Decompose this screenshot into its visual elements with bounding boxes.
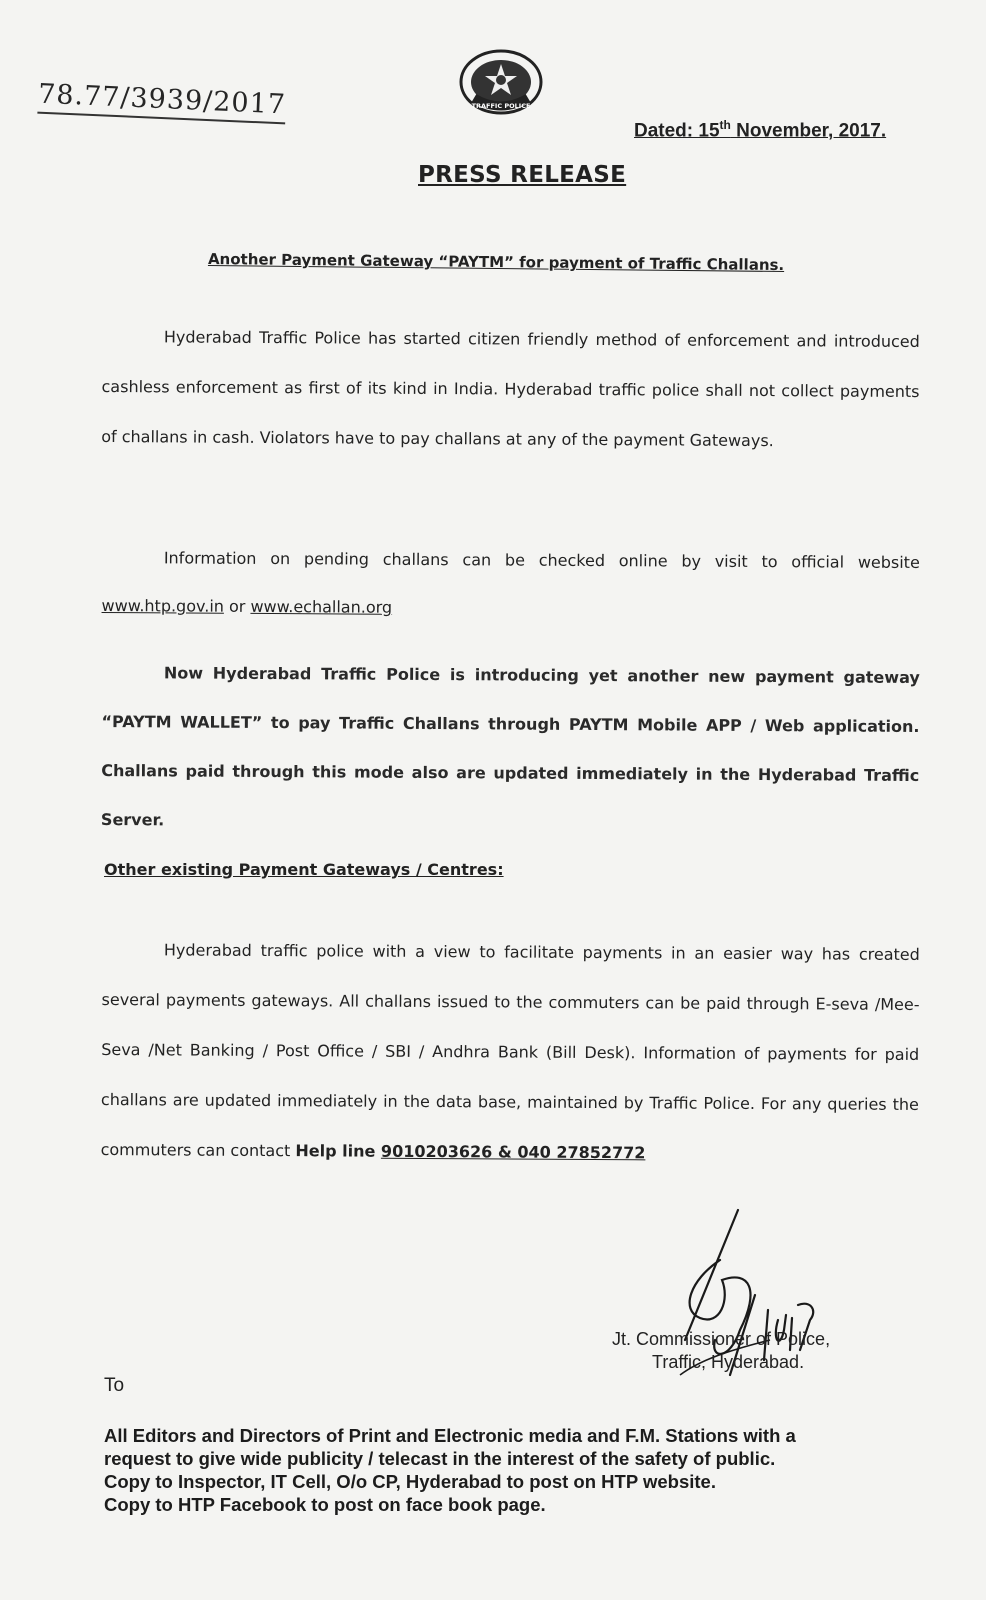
reference-number: 78.77/3939/2017 <box>37 79 286 125</box>
htp-website-link[interactable]: www.htp.gov.in <box>101 595 224 616</box>
date-line <box>634 118 886 142</box>
section-heading-gateways: Other existing Payment Gateways / Centres: <box>104 860 504 879</box>
distribution-list <box>104 1424 916 1516</box>
paragraph-paytm <box>101 648 920 849</box>
distribution-line-1: All Editors and Directors of Print and Electronic media and F.M. Stations with a <box>104 1425 796 1446</box>
paragraph-pending-text <box>101 534 920 635</box>
pending-text: Information on pending challans can be checked online by visit to official website <box>163 548 920 572</box>
distribution-line-3: Copy to Inspector, IT Cell, O/o CP, Hyderabad to post on HTP website. <box>104 1471 716 1492</box>
paragraph-pending-challans <box>101 534 920 635</box>
distribution-line-4: Copy to HTP Facebook to post on face book page. <box>104 1494 546 1515</box>
date-rest: November, 2017. <box>730 120 887 142</box>
date-label: Dated: 15 <box>634 120 720 142</box>
paragraph-cashless-text: Hyderabad Traffic Police has started citizen friendly method of enforcement and introduced cashless enforcement as first of its kind in India. Hyderabad traffic police shall not collect payments of challans in cash. Violators have to pay challans at any of the payment Gateways. <box>101 327 920 451</box>
helpline-label: Help line <box>295 1141 382 1161</box>
paragraph-gateways <box>100 925 920 1180</box>
link-connector: or <box>223 596 251 616</box>
distribution-line-2: request to give wide publicity / telecast in the interest of the safety of public. <box>104 1448 776 1469</box>
paragraph-paytm-text: Now Hyderabad Traffic Police is introducing yet another new payment gateway “PAYTM WALLET” to pay Traffic Challans through PAYTM Mobile APP / Web application. Challans paid through this mode also are updated immediately in the Hyderabad Traffic Server. <box>100 663 920 830</box>
paragraph-gateways-text <box>100 925 920 1180</box>
date-superscript: th <box>719 118 731 132</box>
emblem-text: TRAFFIC POLICE <box>471 102 531 110</box>
signatory-line-1: Jt. Commissioner of Police, <box>612 1329 831 1349</box>
page-title: PRESS RELEASE <box>418 162 627 188</box>
echallan-website-link[interactable]: www.echallan.org <box>250 596 393 617</box>
signatory-title <box>612 1328 830 1374</box>
subject-line: Another Payment Gateway “PAYTM” for payment of Traffic Challans. <box>207 250 785 275</box>
signatory-line-2: Traffic, Hyderabad. <box>652 1352 805 1372</box>
gateways-text: Hyderabad traffic police with a view to facilitate payments in an easier way has created several payments gateways. All challans issued to the commuters can be paid through E-seva /Mee-Seva /Net Banking / Post Office / SBI / Andhra Bank (Bill Desk). Information of payments for paid challans are updated immediately in the data base, maintained by Traffic Police. For any queries the commuters can contact <box>100 940 920 1161</box>
helpline-numbers: 9010203626 & 040 27852772 <box>380 1141 646 1163</box>
paragraph-cashless <box>101 312 920 467</box>
to-label: To <box>104 1375 125 1396</box>
traffic-police-emblem-icon <box>458 48 544 118</box>
